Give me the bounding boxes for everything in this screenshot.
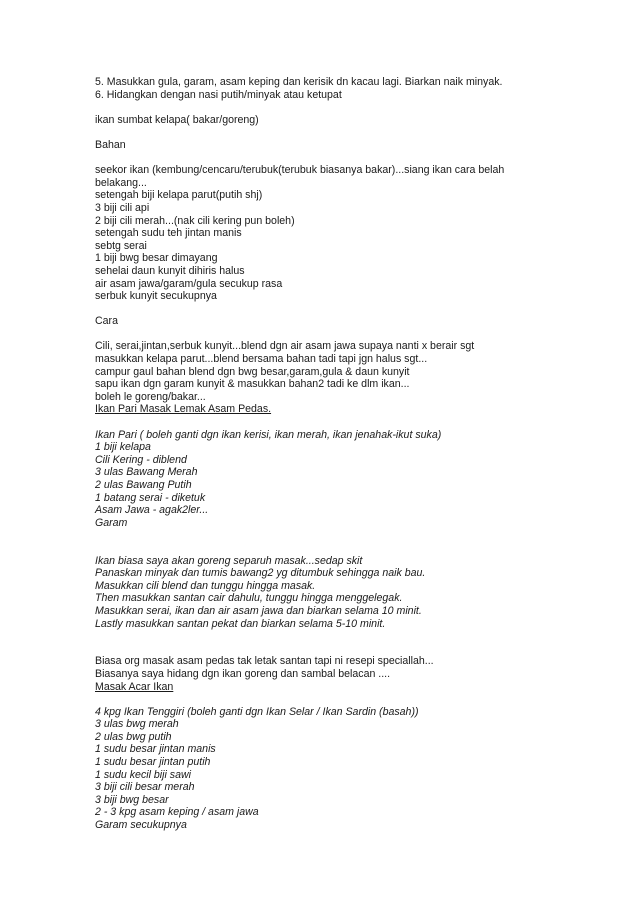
text-line: Cara xyxy=(95,315,118,328)
text-line: 1 batang serai - diketuk xyxy=(95,491,206,504)
text-line: 6. Hidangkan dengan nasi putih/minyak atau ketupat xyxy=(95,88,342,101)
text-line: 1 sudu besar jintan putih xyxy=(95,756,211,769)
text-line: 1 sudu besar jintan manis xyxy=(95,743,216,756)
blank-line xyxy=(95,529,615,542)
text-line: 1 biji bwg besar dimayang xyxy=(95,252,218,265)
text-line: 2 ulas bwg putih xyxy=(95,730,172,743)
text-line: 3 ulas bwg merah xyxy=(95,718,179,731)
text-line: seekor ikan (kembung/cencaru/terubuk(terubuk biasanya bakar)...siang ikan cara belah xyxy=(95,164,505,177)
blank-line xyxy=(95,303,615,316)
text-line: Cili Kering - diblend xyxy=(95,453,187,466)
text-line: serbuk kunyit secukupnya xyxy=(95,290,217,303)
text-line: Panaskan minyak dan tumis bawang2 yg ditumbuk sehingga naik bau. xyxy=(95,567,426,580)
blank-line xyxy=(95,630,615,643)
text-line: sapu ikan dgn garam kunyit & masukkan bahan2 tadi ke dlm ikan... xyxy=(95,378,410,391)
text-line: ikan sumbat kelapa( bakar/goreng) xyxy=(95,113,259,126)
text-line: masukkan kelapa parut...blend bersama bahan tadi tapi jgn halus sgt... xyxy=(95,353,428,366)
text-line: setengah biji kelapa parut(putih shj) xyxy=(95,189,263,202)
text-line: 3 biji bwg besar xyxy=(95,793,169,806)
text-line: setengah sudu teh jintan manis xyxy=(95,227,242,240)
blank-line xyxy=(95,152,615,165)
text-line: sebtg serai xyxy=(95,239,147,252)
blank-line xyxy=(95,101,615,114)
blank-line xyxy=(95,328,615,341)
text-line: 1 sudu kecil biji sawi xyxy=(95,768,191,781)
text-line: sehelai daun kunyit dihiris halus xyxy=(95,264,245,277)
text-line: Asam Jawa - agak2ler... xyxy=(95,504,209,517)
document-page xyxy=(95,76,615,832)
text-line: Biasa org masak asam pedas tak letak santan tapi ni resepi speciallah... xyxy=(95,655,434,668)
section-heading: Masak Acar Ikan xyxy=(95,680,174,693)
blank-line xyxy=(95,126,615,139)
text-line: Then masukkan santan cair dahulu, tunggu hingga menggelegak. xyxy=(95,592,403,605)
text-line: 2 - 3 kpg asam keping / asam jawa xyxy=(95,806,259,819)
section-heading: Ikan Pari Masak Lemak Asam Pedas. xyxy=(95,403,272,416)
blank-line xyxy=(95,542,615,555)
text-line: Ikan biasa saya akan goreng separuh masak...sedap skit xyxy=(95,554,363,567)
text-line: Lastly masukkan santan pekat dan biarkan selama 5-10 minit. xyxy=(95,617,386,630)
text-line: 4 kpg Ikan Tenggiri (boleh ganti dgn Ikan Selar / Ikan Sardin (basah)) xyxy=(95,705,419,718)
text-line: 2 biji cili merah...(nak cili kering pun boleh) xyxy=(95,214,295,227)
text-line: Ikan Pari ( boleh ganti dgn ikan kerisi, ikan merah, ikan jenahak-ikut suka) xyxy=(95,428,442,441)
text-line: Masukkan serai, ikan dan air asam jawa dan biarkan selama 10 minit. xyxy=(95,604,422,617)
text-line: belakang... xyxy=(95,176,147,189)
blank-line xyxy=(95,416,615,429)
text-line: 3 ulas Bawang Merah xyxy=(95,466,198,479)
text-line: Cili, serai,jintan,serbuk kunyit...blend dgn air asam jawa supaya nanti x berair sgt xyxy=(95,340,475,353)
blank-line xyxy=(95,643,615,656)
blank-line xyxy=(95,693,615,706)
text-line: Garam xyxy=(95,516,128,529)
text-line: Bahan xyxy=(95,138,126,151)
text-line: boleh le goreng/bakar... xyxy=(95,390,206,403)
text-line: Masukkan cili blend dan tunggu hingga masak. xyxy=(95,579,316,592)
text-line: campur gaul bahan blend dgn bwg besar,garam,gula & daun kunyit xyxy=(95,365,410,378)
text-line: 1 biji kelapa xyxy=(95,441,151,454)
text-line: Garam secukupnya xyxy=(95,819,187,832)
text-line: 5. Masukkan gula, garam, asam keping dan kerisik dn kacau lagi. Biarkan naik minyak. xyxy=(95,76,503,88)
text-line: 3 biji cili besar merah xyxy=(95,781,195,794)
text-line: air asam jawa/garam/gula secukup rasa xyxy=(95,277,283,290)
text-line: Biasanya saya hidang dgn ikan goreng dan sambal belacan .... xyxy=(95,667,391,680)
text-line: 3 biji cili api xyxy=(95,201,150,214)
text-line: 2 ulas Bawang Putih xyxy=(95,479,192,491)
